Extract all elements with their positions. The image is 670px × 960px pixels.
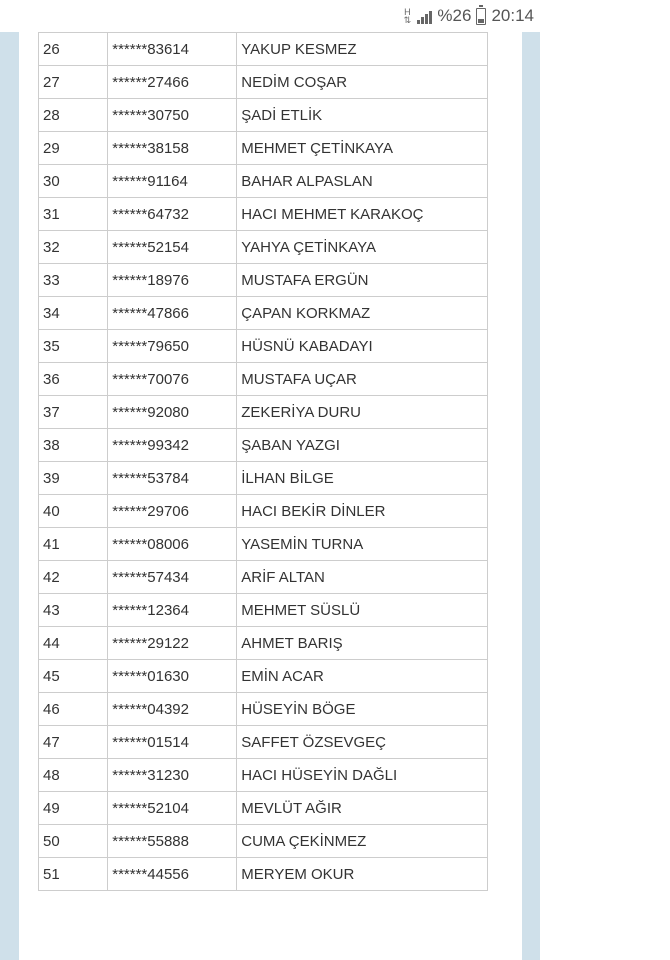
- person-name: YAKUP KESMEZ: [237, 33, 488, 66]
- person-name: HACI HÜSEYİN DAĞLI: [237, 759, 488, 792]
- table-row: [39, 528, 488, 561]
- table-row: [39, 693, 488, 726]
- person-name: MEHMET SÜSLÜ: [237, 594, 488, 627]
- row-number: 27: [39, 66, 108, 99]
- row-number: 45: [39, 660, 108, 693]
- table-row: [39, 825, 488, 858]
- table-row: [39, 66, 488, 99]
- masked-id: ******12364: [108, 594, 237, 627]
- table-row: [39, 429, 488, 462]
- row-number: 33: [39, 264, 108, 297]
- person-name: CUMA ÇEKİNMEZ: [237, 825, 488, 858]
- table-row: [39, 396, 488, 429]
- row-number: 51: [39, 858, 108, 891]
- masked-id: ******83614: [108, 33, 237, 66]
- masked-id: ******29706: [108, 495, 237, 528]
- table-row: [39, 132, 488, 165]
- status-icons: [402, 5, 534, 27]
- person-name: BAHAR ALPASLAN: [237, 165, 488, 198]
- masked-id: ******52104: [108, 792, 237, 825]
- masked-id: ******70076: [108, 363, 237, 396]
- person-name: EMİN ACAR: [237, 660, 488, 693]
- row-number: 26: [39, 33, 108, 66]
- masked-id: ******91164: [108, 165, 237, 198]
- table-row: [39, 495, 488, 528]
- table-row: [39, 561, 488, 594]
- network-type-label: H: [404, 7, 411, 17]
- person-name: SAFFET ÖZSEVGEÇ: [237, 726, 488, 759]
- table-row: [39, 297, 488, 330]
- row-number: 38: [39, 429, 108, 462]
- table-row: [39, 363, 488, 396]
- table-row: [39, 792, 488, 825]
- table-row: [39, 594, 488, 627]
- masked-id: ******01630: [108, 660, 237, 693]
- masked-id: ******38158: [108, 132, 237, 165]
- table-row: [39, 759, 488, 792]
- status-bar: [0, 0, 670, 32]
- row-number: 35: [39, 330, 108, 363]
- person-name: HACI BEKİR DİNLER: [237, 495, 488, 528]
- row-number: 37: [39, 396, 108, 429]
- table-row: [39, 231, 488, 264]
- masked-id: ******52154: [108, 231, 237, 264]
- table-row: [39, 33, 488, 66]
- masked-id: ******64732: [108, 198, 237, 231]
- person-name: ŞADİ ETLİK: [237, 99, 488, 132]
- person-name: MEHMET ÇETİNKAYA: [237, 132, 488, 165]
- left-margin: [0, 32, 19, 960]
- masked-id: ******27466: [108, 66, 237, 99]
- masked-id: ******44556: [108, 858, 237, 891]
- row-number: 31: [39, 198, 108, 231]
- row-number: 50: [39, 825, 108, 858]
- row-number: 28: [39, 99, 108, 132]
- clock: 20:14: [491, 6, 534, 25]
- person-name: MERYEM OKUR: [237, 858, 488, 891]
- masked-id: ******47866: [108, 297, 237, 330]
- person-name: MEVLÜT AĞIR: [237, 792, 488, 825]
- row-number: 34: [39, 297, 108, 330]
- row-number: 43: [39, 594, 108, 627]
- person-name: AHMET BARIŞ: [237, 627, 488, 660]
- table-row: [39, 627, 488, 660]
- row-number: 29: [39, 132, 108, 165]
- signal-strength-icon: [417, 8, 432, 24]
- masked-id: ******53784: [108, 462, 237, 495]
- person-name: ŞABAN YAZGI: [237, 429, 488, 462]
- table-row: [39, 330, 488, 363]
- row-number: 46: [39, 693, 108, 726]
- right-margin: [522, 32, 540, 960]
- masked-id: ******99342: [108, 429, 237, 462]
- mobile-data-icon: H ⇅: [403, 7, 412, 25]
- table-row: [39, 726, 488, 759]
- row-number: 41: [39, 528, 108, 561]
- row-number: 36: [39, 363, 108, 396]
- table-body: [39, 33, 488, 891]
- person-name: YAHYA ÇETİNKAYA: [237, 231, 488, 264]
- table-row: [39, 264, 488, 297]
- masked-id: ******01514: [108, 726, 237, 759]
- row-number: 40: [39, 495, 108, 528]
- row-number: 49: [39, 792, 108, 825]
- person-name: ARİF ALTAN: [237, 561, 488, 594]
- row-number: 47: [39, 726, 108, 759]
- person-name: ÇAPAN KORKMAZ: [237, 297, 488, 330]
- battery-icon: [476, 8, 486, 25]
- table-row: [39, 165, 488, 198]
- row-number: 32: [39, 231, 108, 264]
- row-number: 39: [39, 462, 108, 495]
- document-page[interactable]: [19, 32, 522, 960]
- table-row: [39, 462, 488, 495]
- table-row: [39, 99, 488, 132]
- masked-id: ******57434: [108, 561, 237, 594]
- masked-id: ******79650: [108, 330, 237, 363]
- battery-percent: %26: [437, 6, 472, 25]
- person-name: NEDİM COŞAR: [237, 66, 488, 99]
- row-number: 44: [39, 627, 108, 660]
- masked-id: ******30750: [108, 99, 237, 132]
- table-row: [39, 660, 488, 693]
- person-name: YASEMİN TURNA: [237, 528, 488, 561]
- person-name: ZEKERİYA DURU: [237, 396, 488, 429]
- person-name: HÜSNÜ KABADAYI: [237, 330, 488, 363]
- name-list-table: [38, 32, 488, 891]
- person-name: İLHAN BİLGE: [237, 462, 488, 495]
- row-number: 48: [39, 759, 108, 792]
- masked-id: ******08006: [108, 528, 237, 561]
- person-name: MUSTAFA UÇAR: [237, 363, 488, 396]
- person-name: HÜSEYİN BÖGE: [237, 693, 488, 726]
- table-row: [39, 858, 488, 891]
- masked-id: ******18976: [108, 264, 237, 297]
- row-number: 30: [39, 165, 108, 198]
- masked-id: ******31230: [108, 759, 237, 792]
- person-name: MUSTAFA ERGÜN: [237, 264, 488, 297]
- masked-id: ******04392: [108, 693, 237, 726]
- masked-id: ******55888: [108, 825, 237, 858]
- masked-id: ******29122: [108, 627, 237, 660]
- table-row: [39, 198, 488, 231]
- masked-id: ******92080: [108, 396, 237, 429]
- person-name: HACI MEHMET KARAKOÇ: [237, 198, 488, 231]
- row-number: 42: [39, 561, 108, 594]
